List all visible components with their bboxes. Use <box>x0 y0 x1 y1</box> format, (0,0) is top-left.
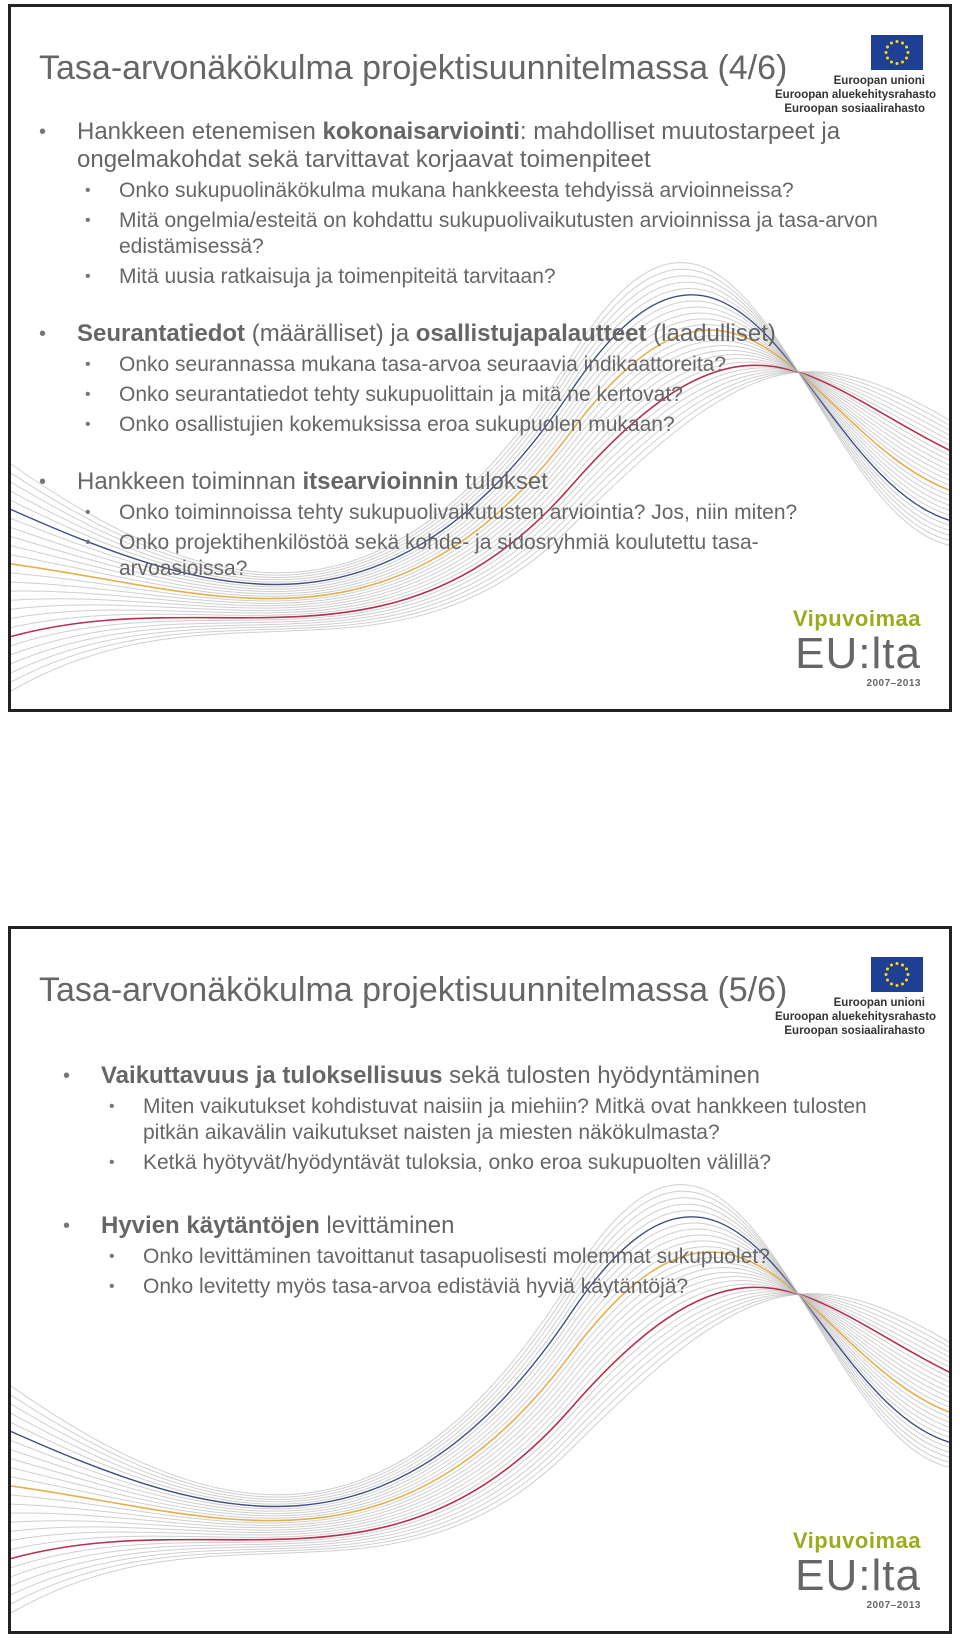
slide-5-of-6 <box>8 926 952 1634</box>
eu-star-icon <box>885 51 888 54</box>
eu-star-icon <box>885 973 888 976</box>
eu-logo-line: Euroopan aluekehitysrahasto <box>775 89 937 101</box>
sub-bullet-item: • Onko levittäminen tavoittanut tasapuolisesti molemmat sukupuolet? <box>63 1244 923 1270</box>
eu-star-icon <box>896 962 899 965</box>
eu-star-icon <box>896 984 899 987</box>
eu-star-icon <box>896 40 899 43</box>
eu-logo-line: Euroopan unioni <box>833 997 925 1009</box>
slide-4-of-6 <box>8 4 952 712</box>
eu-logo <box>775 35 937 116</box>
eu-star-icon <box>886 57 889 60</box>
bullet-item: • Hankkeen etenemisen kokonaisarviointi: mahdolliset muutostarpeet ja ongelmakohdat sekä tarvittavat korjaavat toimenpiteet <box>39 118 939 174</box>
eu-logo-line: Euroopan sosiaalirahasto <box>784 1025 925 1037</box>
sub-bullet-item: • Miten vaikutukset kohdistuvat naisiin ja miehiin? Mitkä ovat hankkeen tulosten pitkän aikavälin vaikutukset naisten ja miesten näkökulmasta? <box>63 1094 923 1146</box>
eu-star-icon <box>886 46 889 49</box>
sub-bullet-item: • Onko osallistujien kokemuksissa eroa sukupuolen mukaan? <box>39 412 939 438</box>
sub-bullet-item: • Onko toiminnoissa tehty sukupuolivaikutusten arviointia? Jos, niin miten? <box>39 500 939 526</box>
eu-star-icon <box>907 51 910 54</box>
bullet-item: • Seurantatiedot (määrälliset) ja osallistujapalautteet (laadulliset) <box>39 320 939 348</box>
sub-bullet-item: • Onko levitetty myös tasa-arvoa edistäviä hyviä käytäntöjä? <box>63 1274 923 1300</box>
eu-star-icon <box>901 41 904 44</box>
eu-star-icon <box>901 983 904 986</box>
eu-star-icon <box>905 46 908 49</box>
eu-flag-icon <box>871 35 923 70</box>
eu-star-icon <box>896 62 899 65</box>
eu-star-icon <box>905 979 908 982</box>
vipuvoimaa-eulta-logo: Vipuvoimaa EU:lta 2007–2013 <box>792 1528 921 1611</box>
sub-bullet-item: • Onko seurannassa mukana tasa-arvoa seuraavia indikaattoreita? <box>39 352 939 378</box>
sub-bullet-item: • Mitä uusia ratkaisuja ja toimenpiteitä tarvitaan? <box>39 264 939 290</box>
sub-bullet-item: • Onko seurantatiedot tehty sukupuolittain ja mitä ne kertovat? <box>39 382 939 408</box>
eu-star-icon <box>901 963 904 966</box>
slide-title: Tasa-arvonäkökulma projektisuunnitelmassa (5/6) <box>39 971 788 1009</box>
slide-title: Tasa-arvonäkökulma projektisuunnitelmassa (4/6) <box>39 49 788 87</box>
eu-logo-line: Euroopan unioni <box>833 75 925 87</box>
eu-star-icon <box>886 968 889 971</box>
eu-star-icon <box>890 983 893 986</box>
eu-star-icon <box>905 57 908 60</box>
eu-star-icon <box>890 61 893 64</box>
wave-line <box>11 1281 949 1543</box>
eu-logo-line: Euroopan sosiaalirahasto <box>784 103 925 115</box>
bullet-item: • Hyvien käytäntöjen levittäminen <box>63 1212 923 1240</box>
sub-bullet-item: • Onko projektihenkilöstöä sekä kohde- ja sidosryhmiä koulutettu tasa-arvoasioissa? <box>39 530 839 582</box>
slide-content <box>39 118 939 582</box>
slide-content <box>63 1062 923 1300</box>
bullet-item: • Vaikuttavuus ja tuloksellisuus sekä tulosten hyödyntäminen <box>63 1062 923 1090</box>
bullet-item: • Hankkeen toiminnan itsearvioinnin tulokset <box>39 468 939 496</box>
sub-bullet-item: • Onko sukupuolinäkökulma mukana hankkeesta tehdyissä arvioinneissa? <box>39 178 939 204</box>
eu-flag-icon <box>871 957 923 992</box>
eu-star-icon <box>890 41 893 44</box>
sub-bullet-item: • Ketkä hyötyvät/hyödyntävät tuloksia, onko eroa sukupuolten välillä? <box>63 1150 923 1176</box>
eu-star-icon <box>905 968 908 971</box>
eu-star-icon <box>886 979 889 982</box>
eu-star-icon <box>907 973 910 976</box>
eu-star-icon <box>901 61 904 64</box>
vipuvoimaa-eulta-logo: Vipuvoimaa EU:lta 2007–2013 <box>792 606 921 689</box>
wave-line <box>11 1284 949 1552</box>
eu-star-icon <box>890 963 893 966</box>
eu-logo-line: Euroopan aluekehitysrahasto <box>775 1011 937 1023</box>
eu-logo <box>775 957 937 1038</box>
sub-bullet-item: • Mitä ongelmia/esteitä on kohdattu sukupuolivaikutusten arvioinnissa ja tasa-arvon edistämisessä? <box>39 208 939 260</box>
